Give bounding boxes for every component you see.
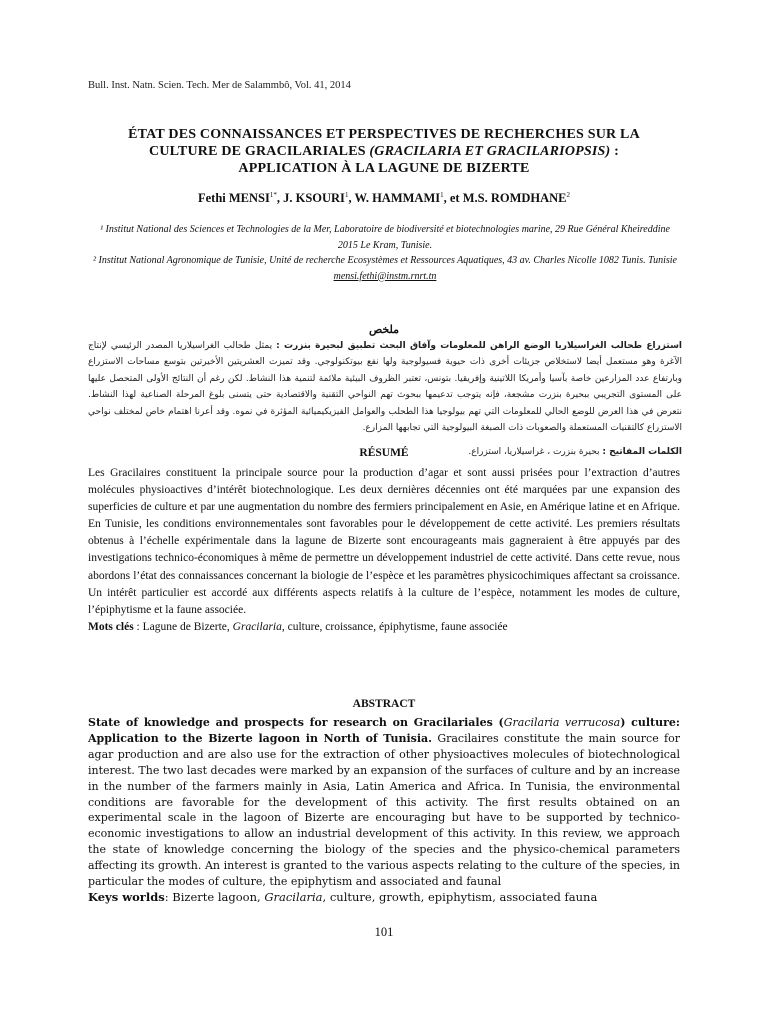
resume-keywords-text-b: , culture, croissance, épiphytisme, faune associée (281, 620, 508, 633)
arabic-abstract-body: يمثل طحالب الغراسيلاريا المصدر الرئيسي لإنتاج الآغرة وهو مستعمل أيضا لاستخلاص جزيئات أخرى ذات حيوية فسيولوجية ولها نفع بيوتكنولوجي. وقد تميزت العشريتين الأخيرتين بتوسع مساحات الاستزراع وبارتفاع عدد المزارعين خاصة بآسيا وأمريكا اللاتينية وإفريقيا. بتونس، تعتبر الظروف البيئية ملائمة لتنمية هذا النشاط. لكن رغم أن النتائج الأولى المتحصل عليها على المستوى التجريبي ببحيرة بنزرت مشجعة، فإنه يتوجب تدعيمها ببحوث تهم النواحي التقنية والاقتصادية حتى يتسنى بلوغ المرحلة الصناعية لهذا النشاط. نتعرض في هذا العرض للوضع الحالي للمعلومات التي تهم بيولوجيا هذا الطحلب والعوامل الفيزيكيميائية المؤثرة في نموه. وقد أعرنا اهتمام خاص لمختلف نواحي الاستزراع كالتقنيات المستعملة والصعوبات ذات الصبغة البيولوجية التي تجابهها المزارع. (88, 341, 682, 434)
abstract-keywords-text-a: : Bizerte lagoon, (164, 889, 265, 904)
abstract-keywords (88, 890, 680, 906)
arabic-abstract-heading: ملخص (368, 324, 400, 336)
author-3-affil: 1 (440, 191, 444, 199)
arabic-keywords-text: بحيرة بنزرت ، غراسيلاريا، استزراع. (468, 447, 603, 458)
title-line-3: APPLICATION À LA LAGUNE DE BIZERTE (238, 161, 530, 176)
abstract-body: Gracilaires constitute the main source for agar production and are also use for the extraction of other physioactives molecules of biotechnological interest. The two last decades were marked by an expansion of the surfaces of culture and by an increase in the number of the farmers mainly in Asia, Latin America and Africa. In Tunisia, the environmental conditions are favorable for the development of this activity. The first results obtained on an experimental scale in the lagoon of Bizerte are encouraging but have to be supported by technico-economic investigations to allow an industrial development of this activity. In this review, we approach the state of knowledge concerning the biology of the species and the physico-chemical parameters affecting its growth. An interest is granted to the various aspects relating to the culture of the species, in particular the modes of culture, the epiphytism and associated and faunal (88, 731, 681, 889)
abstract-heading: ABSTRACT (352, 698, 416, 710)
author-1: Fethi MENSI (197, 191, 270, 206)
title-colon: : (610, 144, 619, 159)
abstract-keywords-label: Keys worlds (88, 889, 165, 904)
abstract-paragraph (88, 715, 680, 890)
affiliation-1: ¹ Institut National des Sciences et Technologies de la Mer, Laboratoire de biodiversité et biotechnologies marine, 29 Rue Général Kheireddine 2015 Le Kram, Tunisie. (100, 224, 670, 251)
author-4-affil: 2 (566, 191, 571, 199)
abstract-keywords-genus: Gracilaria (264, 889, 323, 904)
abstract-section (88, 715, 680, 906)
title-line-2 (60, 143, 708, 160)
author-2: , J. KSOURI (276, 191, 345, 206)
author-list (60, 191, 708, 206)
abstract-title-a: State of knowledge and prospects for research on Gracilariales ( (88, 716, 504, 729)
affiliation-2: ² Institut National Agronomique de Tunisie, Unité de recherche Ecosystèmes et Ressources Aquatiques, 43 av. Charles Nicolle 1082 Tunis. Tunisie (93, 255, 677, 266)
arabic-abstract-title: استزراع طحالب الغراسيلاريا الوضع الراهن للمعلومات وآفاق البحث تطبيق لبحيرة بنزرت : (276, 341, 683, 351)
resume-heading: RÉSUMÉ (359, 447, 409, 459)
page-number: 101 (374, 925, 394, 939)
title-genera: (GRACILARIA ET GRACILARIOPSIS) (369, 144, 611, 159)
resume-body: Les Gracilaires constituent la principale source pour la production d’agar et sont aussi prisées pour l’extraction d’autres molécules physioactives d’intérêt biotechnologique. Les deux dernières décennies ont été marquées par une expansion des superficies de culture et par une augmentation du nombre des fermiers principalement en Asie, en Amérique latine et en Afrique. En Tunisie, les conditions environnementales sont favorables pour le développement de cette activité. Les premiers résultats obtenus à l’échelle expérimentale dans la lagune de Bizerte sont encourageants mais gagneraient à être appuyés par des investigations technico-économiques à même de permettre un développement industriel de cette activité. Dans cette revue, nous abordons l’état des connaissances concernant la biologie de l’espèce et les paramètres physicochimiques affectant sa croissance. Un intérêt particulier est accordé aux différents aspects relatifs à la culture de l’espèce, notamment les modes de culture, l’épiphytisme et la faune associée. (88, 467, 680, 616)
arabic-keywords-label: الكلمات المفاتيح : (602, 447, 682, 458)
affiliations (90, 222, 680, 284)
resume-section (88, 465, 680, 636)
author-1-affil: 1* (269, 191, 277, 199)
author-3: , W. HAMMAMI (348, 191, 441, 206)
resume-keywords-genus: Gracilaria (232, 620, 282, 633)
author-4: , et M.S. ROMDHANE (443, 191, 567, 206)
resume-keywords (88, 619, 680, 636)
author-2-affil: 1 (344, 191, 349, 199)
email-link[interactable]: mensi.fethi@instm.rnrt.tn (333, 270, 437, 282)
title-line-1: ÉTAT DES CONNAISSANCES ET PERSPECTIVES DE RECHERCHES SUR LA (128, 127, 640, 142)
abstract-keywords-text-b: , culture, growth, epiphytism, associated fauna (322, 889, 598, 904)
abstract-title-species: Gracilaria verrucosa (503, 716, 621, 729)
title-line-2-text: CULTURE DE GRACILARIALES (149, 144, 370, 159)
journal-citation: Bull. Inst. Natn. Scien. Tech. Mer de Salammbô, Vol. 41, 2014 (88, 80, 351, 91)
resume-keywords-label: Mots clés (88, 620, 134, 633)
paper-title (60, 126, 708, 177)
arabic-abstract (88, 338, 682, 461)
abstract-title-b: ) culture: Application to the Bizerte lagoon in North of Tunisia. (88, 716, 680, 745)
resume-keywords-text-a: : Lagune de Bizerte, (133, 620, 233, 633)
